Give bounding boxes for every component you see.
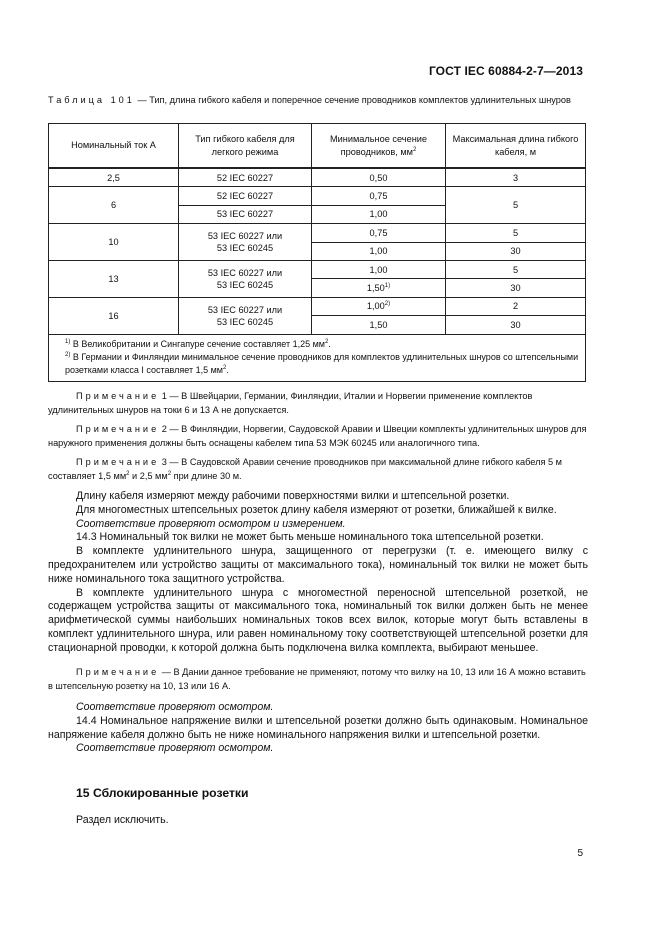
table-header-row xyxy=(49,124,586,169)
cell-length: 5 xyxy=(446,260,586,278)
table-caption-label: Таблица 101 xyxy=(48,95,135,105)
footnote-ref: 1) xyxy=(384,282,391,289)
clause-14-3: 14.3 Номинальный ток вилки не может быть меньше номинального тока штепсельной розетки. xyxy=(76,531,544,544)
cell-section: 1,00 xyxy=(312,260,446,278)
cell-cable xyxy=(179,297,312,334)
cell-cable xyxy=(179,224,312,261)
cell-current: 13 xyxy=(49,260,179,297)
cable-line: 53 IEC 60245 xyxy=(216,243,274,254)
note-2: Примечание 2 — В Финляндии, Норвегии, Саудовской Аравии и Швеции комплекты удлинительных шнуров для наружного применения должны быть оснащены кабелем типа 53 МЭК 60245 или аналогичного типа. xyxy=(48,424,587,448)
paragraph: В комплекте удлинительного шнура, защищенного от перегрузки (т. е. имеющего вилку с предохранителем или устройство защиты от максимального тока), номинальный ток вилки не может быть ниже номинального тока защитного устройства. xyxy=(48,545,588,585)
cell-cable: 52 IEC 60227 xyxy=(179,168,312,187)
section-heading: 15 Сблокированные розетки xyxy=(76,786,249,800)
cell-section: 0,75 xyxy=(312,224,446,242)
column-header: Максимальная длина гибкого кабеля, м xyxy=(446,124,586,169)
cell-section: 1,50 xyxy=(312,316,446,334)
cell-current: 6 xyxy=(49,187,179,224)
cable-line: 53 IEC 60227 или xyxy=(207,231,283,242)
table-row xyxy=(49,187,586,205)
cell-section xyxy=(312,297,446,315)
table-footnotes-row xyxy=(49,334,586,381)
paragraph: Раздел исключить. xyxy=(76,814,169,826)
cable-table xyxy=(48,123,586,382)
cable-line: 53 IEC 60245 xyxy=(216,316,274,327)
cell-length: 5 xyxy=(446,224,586,242)
cable-line: 53 IEC 60227 или xyxy=(207,267,283,278)
cell-length: 5 xyxy=(446,187,586,224)
paragraph: В комплекте удлинительного шнура с многоместной переносной штепсельной розеткой, не содержащем устройства защиты от максимального тока, номинальный ток вилки должен быть не менее арифметической суммы наибольших номинальных токов всех вилок, которые могут быть вставлены в комплект удлинительного шнура, или равен номинальному току соответствующей штепсельной розетки для стационарной проводки, к которой должна быть подключена вилка комплекта, выбирают меньшее. xyxy=(48,586,588,654)
note-3: Примечание 3 — В Саудовской Аравии сечение проводников при максимальной длине гибкого кабеля 5 м составляет 1,5 $мм^2$ и 2,5 $мм^2$ при длине 30 м. xyxy=(48,457,562,481)
cable-line: 53 IEC 60227 или xyxy=(207,304,283,315)
footnote-ref: 2) xyxy=(384,301,391,308)
table-caption-text: — Тип, длина гибкого кабеля и поперечное сечение проводников комплектов удлинительных шнуров xyxy=(134,95,571,105)
cell-current: 10 xyxy=(49,224,179,261)
cell-section: 1,00 xyxy=(312,242,446,260)
column-header: Номинальный ток А xyxy=(49,124,179,169)
cell-current: 2,5 xyxy=(49,168,179,187)
cell-section: 1,00 xyxy=(312,205,446,223)
cell-section: 0,75 xyxy=(312,187,446,205)
cable-line: 53 IEC 60245 xyxy=(216,279,274,290)
superscript: 2 xyxy=(412,146,417,153)
cell-length: 30 xyxy=(446,316,586,334)
cell-length: 30 xyxy=(446,242,586,260)
note-1: Примечание 1 — В Швейцарии, Германии, Финляндии, Италии и Норвегии применение комплектов удлинительных шнуров на токи 6 и 13 А не допускается. xyxy=(48,391,533,415)
body-block-2 xyxy=(48,701,588,756)
section-value: 1,50 xyxy=(366,283,385,294)
clause-14-4: 14.4 Номинальное напряжение вилки и штепсельной розетки должно быть одинаковым. Номинальное напряжение кабеля должно быть не ниже номинального напряжения вилки и штепсельной розетки. xyxy=(48,714,588,741)
column-header: Тип гибкого кабеля для легкого режима xyxy=(179,124,312,169)
cell-length: 2 xyxy=(446,297,586,315)
page-number: 5 xyxy=(577,848,583,859)
compliance-text: Соответствие проверяют осмотром. xyxy=(76,742,274,755)
table-row xyxy=(49,224,586,242)
cell-section xyxy=(312,279,446,297)
cell-length: 30 xyxy=(446,279,586,297)
table-caption xyxy=(48,94,588,107)
compliance-text: Соответствие проверяют осмотром. xyxy=(76,701,274,713)
body-block-3 xyxy=(48,814,588,828)
cell-cable: 52 IEC 60227 xyxy=(179,187,312,205)
footnote-2: $^{2)}$ В Германии и Финляндии минимальное сечение проводников для комплектов удлинительных шнуров со штепсельными розетками класса I составляет 1,5 $мм^2$. xyxy=(65,351,579,375)
column-header-text: Минимальное сечение проводников, мм xyxy=(329,134,428,157)
cell-length: 3 xyxy=(446,168,586,187)
cell-cable xyxy=(179,260,312,297)
body-block-1 xyxy=(48,490,588,656)
section-value: 1,00 xyxy=(366,301,385,312)
compliance-text: Соответствие проверяют осмотром и измерением. xyxy=(76,517,346,530)
cell-current: 16 xyxy=(49,297,179,334)
table-footnotes xyxy=(49,334,586,381)
cell-section: 0,50 xyxy=(312,168,446,187)
table-row xyxy=(49,168,586,187)
document-header: ГОСТ IEC 60884-2-7—2013 xyxy=(428,64,583,78)
column-header xyxy=(312,124,446,169)
table-row xyxy=(49,297,586,315)
table-row xyxy=(49,260,586,278)
paragraph: Длину кабеля измеряют между рабочими поверхностями вилки и штепсельной розетки. xyxy=(76,490,510,502)
footnote-1: $^{1)}$ В Великобритании и Сингапуре сечение составляет 1,25 $мм^2$. xyxy=(65,338,331,349)
note-denmark: Примечание — В Дании данное требование не применяют, потому что вилку на 10, 13 или 16 А можно вставить в штепсельную розетку на 10, 13 или 16 А. xyxy=(48,667,586,691)
cell-cable: 53 IEC 60227 xyxy=(179,205,312,223)
paragraph: Для многоместных штепсельных розеток длину кабеля измеряют от розетки, ближайшей к вилке. xyxy=(76,503,557,516)
